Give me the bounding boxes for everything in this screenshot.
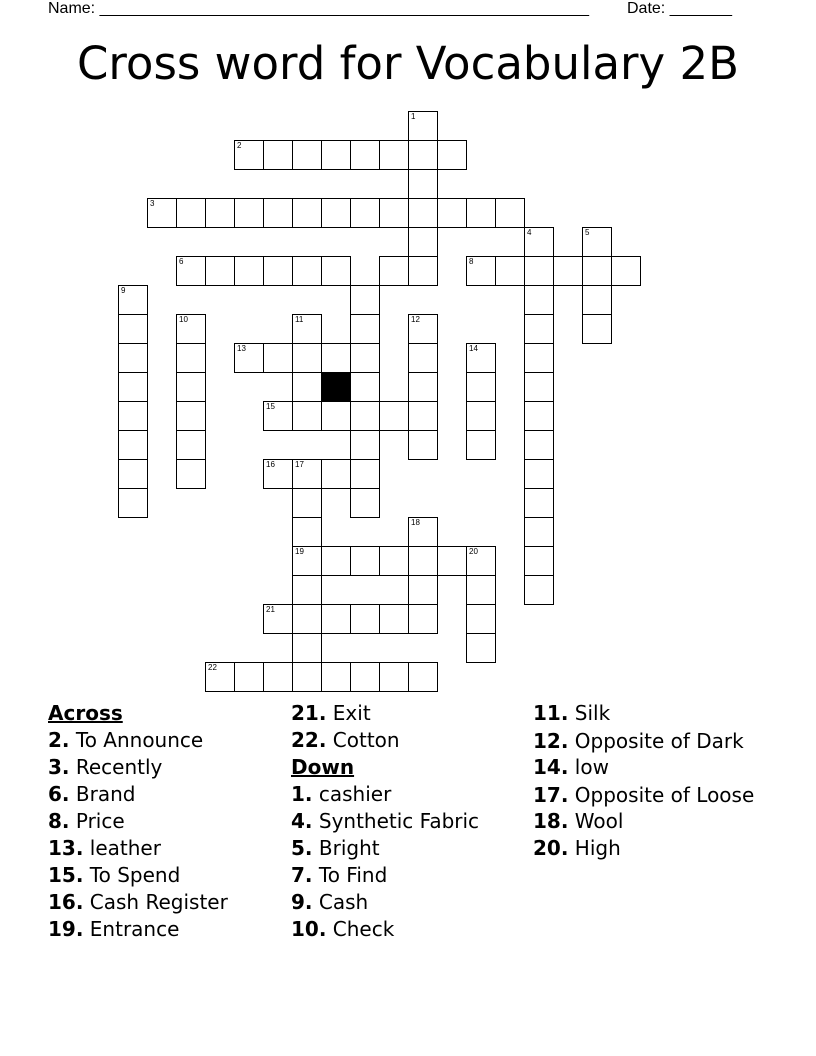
- clue-item: [48, 808, 278, 835]
- grid-cell[interactable]: [350, 430, 380, 460]
- clue-number: 17: [295, 460, 304, 469]
- clue-number: 12: [411, 315, 420, 324]
- grid-cell[interactable]: [147, 198, 177, 228]
- clue-item-text: To Find: [312, 863, 388, 887]
- grid-cell[interactable]: [408, 314, 438, 344]
- grid-cell[interactable]: [176, 430, 206, 460]
- clue-item-number: 17.: [533, 783, 569, 807]
- clue-item-number: 15.: [48, 863, 84, 887]
- grid-cell[interactable]: [379, 662, 409, 692]
- grid-cell[interactable]: [321, 546, 351, 576]
- clue-number: 2: [237, 141, 242, 150]
- grid-cell-blocked: [321, 372, 351, 402]
- clue-item: [533, 754, 763, 781]
- clue-item-number: 13.: [48, 836, 84, 860]
- grid-cell[interactable]: [408, 111, 438, 141]
- grid-cell[interactable]: [292, 604, 322, 634]
- clue-item-number: 9.: [291, 890, 313, 914]
- across-heading: Across: [48, 701, 123, 725]
- grid-cell[interactable]: [524, 372, 554, 402]
- grid-cell[interactable]: [582, 227, 612, 257]
- grid-cell[interactable]: [582, 314, 612, 344]
- grid-cell[interactable]: [379, 198, 409, 228]
- date-field-label: Date: _______: [627, 0, 732, 17]
- clue-item-number: 10.: [291, 917, 327, 941]
- grid-cell[interactable]: [292, 372, 322, 402]
- grid-cell[interactable]: [437, 546, 467, 576]
- grid-cell[interactable]: [524, 488, 554, 518]
- down-clue-list: [291, 781, 521, 943]
- grid-cell[interactable]: [350, 604, 380, 634]
- grid-cell[interactable]: [234, 256, 264, 286]
- clue-item-text: Check: [326, 917, 395, 941]
- clue-item-number: 8.: [48, 809, 70, 833]
- clue-item-text: Price: [69, 809, 125, 833]
- grid-cell[interactable]: [582, 256, 612, 286]
- page-title: Cross word for Vocabulary 2B: [77, 37, 739, 90]
- clue-item: [533, 730, 763, 752]
- clue-item: [48, 727, 278, 754]
- grid-cell[interactable]: [466, 198, 496, 228]
- grid-cell[interactable]: [263, 140, 293, 170]
- clue-item-text: To Announce: [69, 728, 204, 752]
- grid-cell[interactable]: [466, 604, 496, 634]
- clue-number: 13: [237, 344, 246, 353]
- grid-cell[interactable]: [263, 401, 293, 431]
- grid-cell[interactable]: [408, 198, 438, 228]
- grid-cell[interactable]: [205, 662, 235, 692]
- clue-item-text: High: [568, 836, 621, 860]
- clue-number: 6: [179, 257, 184, 266]
- clue-number: 8: [469, 257, 474, 266]
- grid-cell[interactable]: [292, 662, 322, 692]
- clue-item-number: 1.: [291, 782, 313, 806]
- clue-item-text: Opposite of Loose: [568, 783, 755, 807]
- grid-cell[interactable]: [524, 256, 554, 286]
- grid-cell[interactable]: [408, 517, 438, 547]
- clue-item: [291, 835, 521, 862]
- clue-number: 20: [469, 547, 478, 556]
- clue-item: [48, 781, 278, 808]
- clue-item: [48, 889, 278, 916]
- clues-column-3: [533, 700, 763, 862]
- grid-cell[interactable]: [176, 343, 206, 373]
- grid-cell[interactable]: [118, 372, 148, 402]
- grid-cell[interactable]: [263, 343, 293, 373]
- clue-item: [533, 835, 763, 862]
- grid-cell[interactable]: [292, 343, 322, 373]
- grid-cell[interactable]: [321, 256, 351, 286]
- clue-item: [533, 700, 763, 727]
- down-heading: Down: [291, 755, 355, 779]
- grid-cell[interactable]: [379, 604, 409, 634]
- grid-cell[interactable]: [205, 198, 235, 228]
- grid-cell[interactable]: [176, 372, 206, 402]
- clue-item-text: Cash Register: [83, 890, 228, 914]
- grid-cell[interactable]: [466, 343, 496, 373]
- clue-number: 14: [469, 344, 478, 353]
- clue-item-text: Wool: [568, 809, 624, 833]
- grid-cell[interactable]: [408, 256, 438, 286]
- clue-item-text: Brand: [69, 782, 136, 806]
- grid-cell[interactable]: [350, 401, 380, 431]
- grid-cell[interactable]: [524, 459, 554, 489]
- down-clue-list-continued: [533, 700, 763, 862]
- clue-number: 22: [208, 663, 217, 672]
- grid-cell[interactable]: [350, 546, 380, 576]
- grid-cell[interactable]: [321, 604, 351, 634]
- clue-number: 4: [527, 228, 532, 237]
- grid-cell[interactable]: [292, 633, 322, 663]
- grid-cell[interactable]: [350, 488, 380, 518]
- clue-item-text: Silk: [568, 701, 611, 725]
- clue-item-number: 20.: [533, 836, 569, 860]
- grid-cell[interactable]: [118, 314, 148, 344]
- grid-cell[interactable]: [524, 430, 554, 460]
- clue-item: [48, 754, 278, 781]
- grid-cell[interactable]: [350, 285, 380, 315]
- clue-item-number: 19.: [48, 917, 84, 941]
- grid-cell[interactable]: [176, 459, 206, 489]
- clue-item: [48, 835, 278, 862]
- clue-item-text: Synthetic Fabric: [312, 809, 480, 833]
- grid-cell[interactable]: [524, 285, 554, 315]
- clue-item: [291, 781, 521, 808]
- clue-item-number: 6.: [48, 782, 70, 806]
- grid-cell[interactable]: [350, 372, 380, 402]
- header: [0, 0, 816, 22]
- grid-cell[interactable]: [466, 575, 496, 605]
- grid-cell[interactable]: [350, 198, 380, 228]
- grid-cell[interactable]: [408, 227, 438, 257]
- grid-cell[interactable]: [466, 546, 496, 576]
- clue-item-number: 21.: [291, 701, 327, 725]
- clue-item-number: 11.: [533, 701, 569, 725]
- grid-cell[interactable]: [118, 401, 148, 431]
- grid-cell[interactable]: [350, 662, 380, 692]
- grid-cell[interactable]: [495, 256, 525, 286]
- clue-number: 19: [295, 547, 304, 556]
- grid-cell[interactable]: [263, 459, 293, 489]
- grid-cell[interactable]: [350, 343, 380, 373]
- grid-cell[interactable]: [350, 140, 380, 170]
- clue-item-text: low: [568, 755, 609, 779]
- across-clue-list-continued: [291, 700, 521, 754]
- grid-cell[interactable]: [292, 459, 322, 489]
- grid-cell[interactable]: [234, 662, 264, 692]
- grid-cell[interactable]: [292, 198, 322, 228]
- grid-cell[interactable]: [292, 140, 322, 170]
- grid-cell[interactable]: [176, 198, 206, 228]
- clue-number: 3: [150, 199, 155, 208]
- clue-number: 9: [121, 286, 126, 295]
- grid-cell[interactable]: [118, 488, 148, 518]
- grid-cell[interactable]: [379, 546, 409, 576]
- grid-cell[interactable]: [350, 314, 380, 344]
- grid-cell[interactable]: [321, 140, 351, 170]
- grid-cell[interactable]: [524, 343, 554, 373]
- clue-item-number: 2.: [48, 728, 70, 752]
- grid-cell[interactable]: [466, 372, 496, 402]
- grid-cell[interactable]: [292, 546, 322, 576]
- clue-number: 18: [411, 518, 420, 527]
- grid-cell[interactable]: [321, 459, 351, 489]
- grid-cell[interactable]: [379, 401, 409, 431]
- clues-column-2: [291, 700, 521, 943]
- clue-item: [291, 700, 521, 727]
- grid-cell[interactable]: [408, 662, 438, 692]
- grid-cell[interactable]: [524, 517, 554, 547]
- grid-cell[interactable]: [437, 198, 467, 228]
- clue-item-text: Recently: [69, 755, 163, 779]
- grid-cell[interactable]: [408, 430, 438, 460]
- grid-cell[interactable]: [408, 604, 438, 634]
- grid-cell[interactable]: [466, 430, 496, 460]
- grid-cell[interactable]: [118, 459, 148, 489]
- grid-cell[interactable]: [321, 401, 351, 431]
- grid-cell[interactable]: [292, 256, 322, 286]
- grid-cell[interactable]: [408, 343, 438, 373]
- name-field-label: Name: _______________________________________________________: [48, 0, 589, 17]
- clue-item-number: 14.: [533, 755, 569, 779]
- grid-cell[interactable]: [408, 140, 438, 170]
- grid-cell[interactable]: [524, 546, 554, 576]
- grid-cell[interactable]: [437, 140, 467, 170]
- grid-cell[interactable]: [408, 575, 438, 605]
- clue-number: 10: [179, 315, 188, 324]
- grid-cell[interactable]: [524, 227, 554, 257]
- clue-number: 21: [266, 605, 275, 614]
- grid-cell[interactable]: [466, 256, 496, 286]
- clue-item: [533, 808, 763, 835]
- clue-item-text: To Spend: [83, 863, 181, 887]
- grid-cell[interactable]: [582, 285, 612, 315]
- grid-cell[interactable]: [495, 198, 525, 228]
- grid-cell[interactable]: [263, 198, 293, 228]
- clue-item-text: leather: [83, 836, 161, 860]
- grid-cell[interactable]: [321, 198, 351, 228]
- clue-item: [291, 727, 521, 754]
- grid-cell[interactable]: [379, 256, 409, 286]
- clue-item: [48, 916, 278, 943]
- grid-cell[interactable]: [234, 343, 264, 373]
- grid-cell[interactable]: [408, 546, 438, 576]
- grid-cell[interactable]: [321, 662, 351, 692]
- grid-cell[interactable]: [292, 401, 322, 431]
- grid-cell[interactable]: [466, 633, 496, 663]
- grid-cell[interactable]: [176, 314, 206, 344]
- grid-cell[interactable]: [118, 343, 148, 373]
- clue-item-number: 3.: [48, 755, 70, 779]
- clue-item: [48, 862, 278, 889]
- clue-number: 15: [266, 402, 275, 411]
- clue-item-text: Opposite of Dark: [568, 729, 744, 753]
- grid-cell[interactable]: [408, 169, 438, 199]
- clue-item-number: 16.: [48, 890, 84, 914]
- grid-cell[interactable]: [553, 256, 583, 286]
- clue-item-number: 22.: [291, 728, 327, 752]
- across-clue-list: [48, 727, 278, 943]
- grid-cell[interactable]: [263, 662, 293, 692]
- clues-column-1: [48, 700, 278, 943]
- grid-cell[interactable]: [234, 198, 264, 228]
- clue-item-text: cashier: [312, 782, 392, 806]
- clue-number: 1: [411, 112, 416, 121]
- grid-cell[interactable]: [321, 343, 351, 373]
- grid-cell[interactable]: [176, 256, 206, 286]
- grid-cell[interactable]: [466, 401, 496, 431]
- clue-number: 5: [585, 228, 590, 237]
- grid-cell[interactable]: [292, 314, 322, 344]
- grid-cell[interactable]: [263, 604, 293, 634]
- grid-cell[interactable]: [292, 488, 322, 518]
- grid-cell[interactable]: [118, 285, 148, 315]
- clue-item-number: 18.: [533, 809, 569, 833]
- clue-number: 11: [295, 315, 304, 324]
- grid-cell[interactable]: [408, 372, 438, 402]
- clue-number: 16: [266, 460, 275, 469]
- grid-cell[interactable]: [408, 401, 438, 431]
- grid-cell[interactable]: [611, 256, 641, 286]
- grid-cell[interactable]: [292, 517, 322, 547]
- grid-cell[interactable]: [234, 140, 264, 170]
- grid-cell[interactable]: [118, 430, 148, 460]
- clue-item: [291, 889, 521, 916]
- clue-item-text: Cash: [312, 890, 369, 914]
- grid-cell[interactable]: [524, 575, 554, 605]
- grid-cell[interactable]: [263, 256, 293, 286]
- grid-cell[interactable]: [350, 459, 380, 489]
- grid-cell[interactable]: [524, 401, 554, 431]
- clue-item: [291, 916, 521, 943]
- clue-item-number: 4.: [291, 809, 313, 833]
- grid-cell[interactable]: [524, 314, 554, 344]
- clue-item-text: Exit: [326, 701, 371, 725]
- grid-cell[interactable]: [292, 575, 322, 605]
- clue-item-text: Bright: [312, 836, 380, 860]
- clue-item-number: 7.: [291, 863, 313, 887]
- clue-item-text: Cotton: [326, 728, 400, 752]
- clue-item: [291, 808, 521, 835]
- clue-item-number: 12.: [533, 729, 569, 753]
- grid-cell[interactable]: [379, 140, 409, 170]
- grid-cell[interactable]: [176, 401, 206, 431]
- clue-item: [533, 784, 763, 806]
- clue-item-text: Entrance: [83, 917, 180, 941]
- grid-cell[interactable]: [205, 256, 235, 286]
- clue-item: [291, 862, 521, 889]
- clue-item-number: 5.: [291, 836, 313, 860]
